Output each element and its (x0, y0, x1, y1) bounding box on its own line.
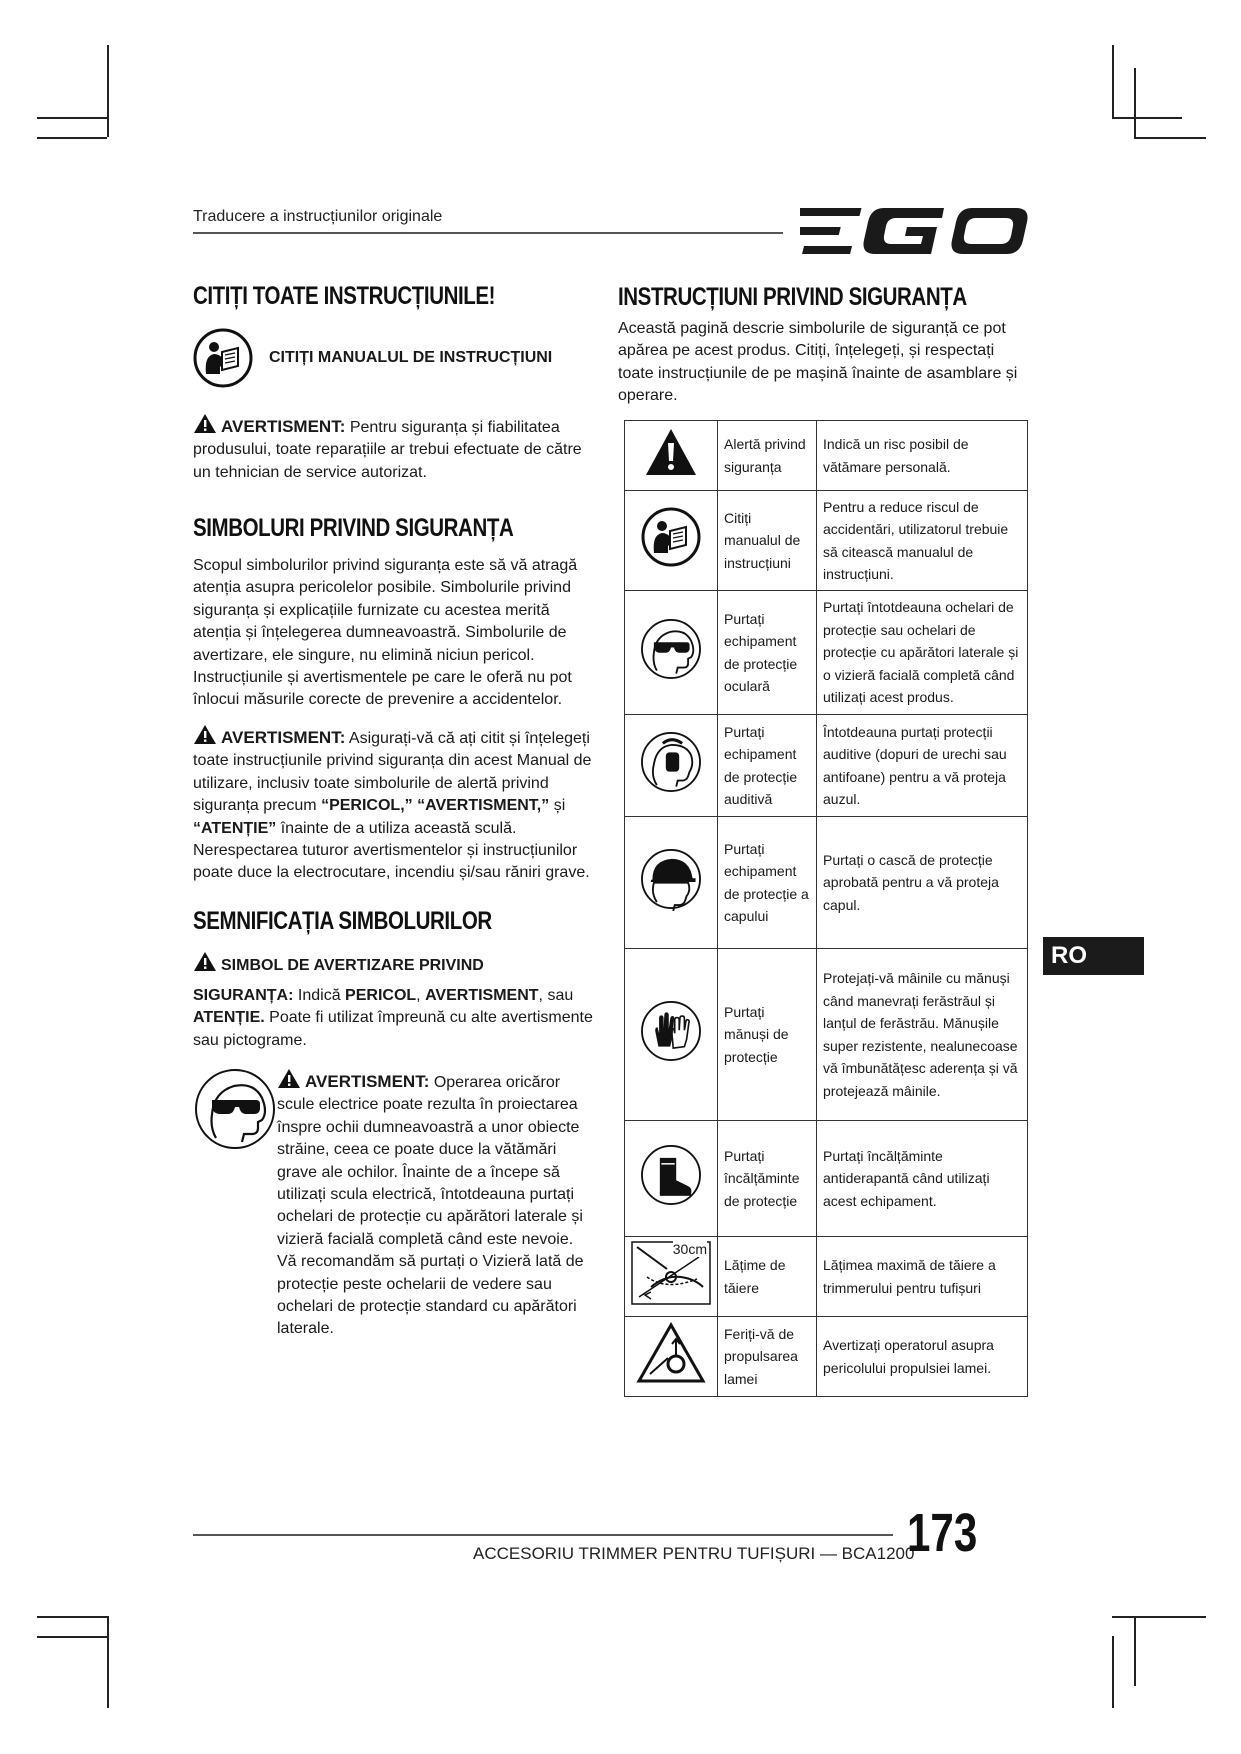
ego-logo-icon (800, 206, 1030, 256)
symbol-name: Purtați echipament de protecție oculară (718, 591, 817, 715)
symbol-name: Citiți manualul de instrucțiuni (718, 491, 817, 591)
safety-instructions-title: INSTRUCȚIUNI PRIVIND SIGURANȚA (618, 283, 967, 311)
table-row (625, 491, 1028, 591)
blade-thrust-icon (636, 1322, 706, 1384)
table-row (625, 1237, 1028, 1317)
read-manual-block (193, 328, 253, 393)
footer-title: ACCESORIU TRIMMER PENTRU TUFIȘURI — BCA1200 (473, 1544, 915, 1563)
cutting-width-value: 30cm (672, 1241, 707, 1257)
safety-symbols-paragraph: Scopul simbolurilor privind siguranța este să vă atragă atenția asupra pericolelor posibile. Simbolurile privind siguranța și explicațiile furnizate cu acestea merită atenția și înțelegerea dumneavoastră. Simbolurile de avertizare, ele singure, nu elimină niciun pericol. Instrucțiunile și avertismentele pe care le oferă nu pot înlocui măsurile corecte de prevenire a accidentelor. (193, 557, 578, 709)
symbols-meaning-title: SEMNIFICAȚIA SIMBOLURILOR (193, 907, 492, 935)
warning-triangle-icon (277, 1068, 301, 1089)
eye-protection-icon (639, 617, 703, 681)
crop-mark (37, 1616, 107, 1618)
safety-symbols-table (624, 420, 1028, 1397)
symbol-cell (625, 421, 718, 491)
symbol-description: Pentru a reduce riscul de accidentări, utilizatorul trebuie să citească manualul de instrucțiuni. (817, 491, 1028, 591)
warning-triangle-icon (193, 951, 217, 972)
symbol-name: Purtați încălțăminte de protecție (718, 1121, 817, 1237)
footer-rule (193, 1534, 893, 1536)
safety-symbols-title: SIMBOLURI PRIVIND SIGURANȚA (193, 514, 514, 542)
symbol-name: Alertă privind siguranța (718, 421, 817, 491)
table-row (625, 421, 1028, 491)
crop-mark (37, 137, 107, 139)
page-number: 173 (907, 1503, 978, 1563)
symbol-description: Purtați încălțăminte antiderapantă când utilizați acest echipament. (817, 1121, 1028, 1237)
symbol-description: Protejați-vă mâinile cu mănuși când manevrați ferăstrăul și lanțul de ferăstrău. Mănușile super rezistente, nealunecoase vă îmbunătățesc aderența și vă protejează mâinile. (817, 949, 1028, 1121)
warning-label: AVERTISMENT: (305, 1072, 430, 1091)
symbol-warning-description: SIGURANȚA: Indică PERICOL, AVERTISMENT, sau ATENȚIE. Poate fi utilizat împreună cu alte avertismente sau pictograme. (193, 987, 593, 1049)
safety-symbols-heading (193, 514, 584, 543)
symbol-name: Purtați echipament de protecție a capului (718, 817, 817, 949)
read-manual-label: CITIȚI MANUALUL DE INSTRUCȚIUNI (269, 349, 553, 366)
boots-icon (639, 1143, 703, 1207)
read-manual-icon (193, 328, 253, 388)
eye-protection-block (194, 1066, 276, 1157)
gloves-icon (639, 999, 703, 1063)
warning-label: AVERTISMENT: (221, 417, 346, 436)
symbol-description: Purtați întotdeauna ochelari de protecție sau ochelari de protecție cu apărători laterale și o vizieră facială completă când utilizați acest produs. (817, 591, 1028, 715)
crop-mark (1112, 45, 1114, 117)
crop-mark (1112, 1616, 1206, 1618)
ear-protection-icon (639, 730, 703, 794)
table-row (625, 1121, 1028, 1237)
crop-mark (37, 117, 109, 119)
table-row (625, 817, 1028, 949)
warning-triangle-icon (193, 724, 217, 745)
symbol-cell (625, 1121, 718, 1237)
symbol-cell (625, 591, 718, 715)
ego-logo (800, 206, 1030, 261)
language-tab: RO (1043, 937, 1144, 975)
symbol-name: Feriți-vă de propulsarea lamei (718, 1317, 817, 1397)
table-row (625, 591, 1028, 715)
table-row (625, 949, 1028, 1121)
read-all-heading (193, 282, 561, 311)
symbol-cell (625, 1237, 718, 1317)
symbol-name: Purtați echipament de protecție auditivă (718, 715, 817, 817)
safety-intro: Această pagină descrie simbolurile de siguranță ce pot apărea pe acest produs. Citiți, înțelegeți, și respectați toate instrucțiunile de pe mașină înainte de asamblare și operare. (618, 320, 1018, 405)
warning-service (193, 413, 593, 484)
read-all-title: CITIȚI TOATE INSTRUCȚIUNILE! (193, 282, 496, 310)
table-row (625, 715, 1028, 817)
symbol-description: Purtați o cască de protecție aprobată pentru a vă proteja capul. (817, 817, 1028, 949)
symbol-description: Lățimea maximă de tăiere a trimmerului pentru tufișuri (817, 1237, 1028, 1317)
symbol-name: Lățime de tăiere (718, 1237, 817, 1317)
crop-mark (1134, 68, 1136, 138)
warning-eye-protection: AVERTISMENT: Operarea oricăror scule electrice poate rezulta în proiectarea înspre ochii dumneavoastră a unor obiecte străine, ceea ce poate duce la vătămări grave ale ochilor. Înainte de a începe să utilizați scula electrică, întotdeauna purtați ochelari de protecție cu apărători laterale și vizieră facială completă când este nevoie. Vă recomandăm să purtați o Vizieră lată de protecție peste ochelarii de vedere sau ochelari de protecție standard cu apărători laterale. (277, 1068, 595, 1341)
crop-mark (107, 45, 109, 137)
warning-read-instructions: AVERTISMENT: Asigurați-vă că ați citit și înțelegeți toate instrucțiunile privind siguranța din acest Manual de utilizare, inclusiv toate simbolurile de alertă privind siguranța precum “PERICOL,” “AVERTISMENT,” și “ATENȚIE” înainte de a utiliza această sculă. Nerespectarea tuturor avertismentelor și instrucțiunilor poate duce la electrocutare, incendiu și/sau răniri grave. (193, 724, 593, 885)
crop-mark (1134, 137, 1206, 139)
crop-mark (1134, 1616, 1136, 1686)
header-text: Traducere a instrucțiunilor originale (193, 208, 443, 225)
crop-mark (37, 1636, 109, 1638)
crop-mark (1112, 1636, 1114, 1708)
symbol-name: Purtați mănuși de protecție (718, 949, 817, 1121)
symbols-meaning-heading (193, 907, 557, 936)
safety-instructions-heading (618, 283, 1043, 312)
symbol-cell (625, 817, 718, 949)
helmet-icon (639, 847, 703, 911)
read-manual-icon (641, 507, 701, 567)
warning-text: Pentru siguranța și fiabilitatea produsului, toate reparațiile ar trebui efectuate de către un tehnician de service autorizat. (193, 419, 582, 481)
symbol-warning-heading: SIMBOL DE AVERTIZARE PRIVIND (193, 951, 484, 975)
warning-triangle-icon (193, 413, 217, 434)
symbol-cell (625, 491, 718, 591)
symbol-description: Întotdeauna purtați protecții auditive (dopuri de urechi sau antifoane) pentru a vă proteja auzul. (817, 715, 1028, 817)
table-row (625, 1317, 1028, 1397)
crop-mark (1112, 117, 1182, 119)
warning-label: AVERTISMENT: (221, 728, 346, 747)
symbol-cell (625, 715, 718, 817)
header-rule (193, 232, 783, 234)
symbol-cell (625, 1317, 718, 1397)
symbol-cell (625, 949, 718, 1121)
symbol-description: Avertizați operatorul asupra pericolului propulsiei lamei. (817, 1317, 1028, 1397)
eye-protection-icon (194, 1066, 276, 1152)
symbol-description: Indică un risc posibil de vătămare personală. (817, 421, 1028, 491)
warning-triangle-icon (644, 427, 698, 477)
crop-mark (107, 1616, 109, 1708)
